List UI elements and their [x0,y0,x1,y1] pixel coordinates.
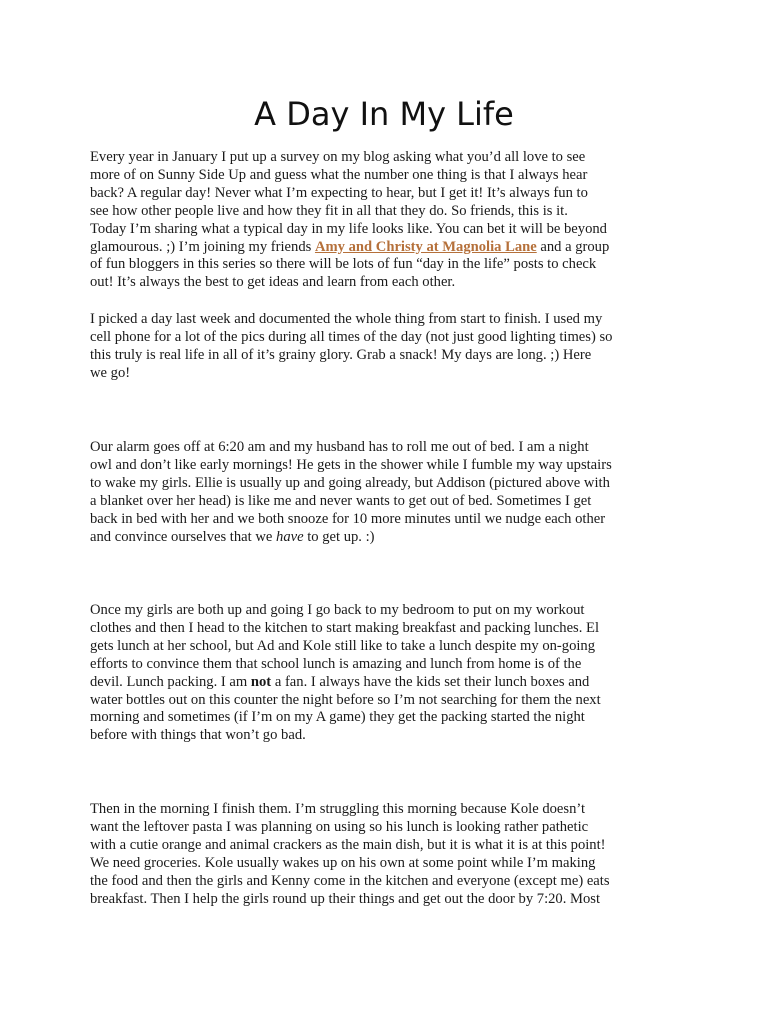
text-line: Every year in January I put up a survey on my blog asking what you’d all love to see [90,149,586,165]
text-line [90,529,682,547]
text-line: owl and don’t like early mornings! He gets in the shower while I fumble my way upstairs [90,456,612,473]
text-segment: devil. Lunch packing. I am [90,673,251,690]
text-line: see how other people live and how they fit in all that they do. So friends, this is it. [90,202,568,219]
magnolia-lane-link[interactable]: Amy and Christy at Magnolia Lane [314,238,537,255]
morning-paragraph [90,801,682,908]
text-line: more of on Sunny Side Up and guess what the number one thing is that I always hear [90,166,588,183]
alarm-paragraph [90,439,682,546]
text-line: breakfast. Then I help the girls round up their things and get out the door by 7:20. Most [90,890,601,907]
text-line: water bottles out on this counter the night before so I’m not searching for them the next [90,691,601,708]
lunch-paragraph [90,602,682,745]
text-line: We need groceries. Kole usually wakes up on his own at some point while I’m making [90,854,596,871]
text-line: with a cutie orange and animal crackers as the main dish, but it is what it is at this point! [90,836,606,853]
intro-paragraph [90,149,682,292]
text-segment: and convince ourselves that we [90,528,277,545]
text-line: a blanket over her head) is like me and never wants to get out of bed. Sometimes I get [90,492,592,509]
text-line: cell phone for a lot of the pics during all times of the day (not just good lighting times) so [90,328,613,345]
text-line: Today I’m sharing what a typical day in my life looks like. You can bet it will be beyond [90,220,607,237]
text-segment: to get up. :) [303,528,375,545]
bold-text: not [250,673,272,690]
text-line: Our alarm goes off at 6:20 am and my husband has to roll me out of bed. I am a night [90,439,589,455]
text-line: back in bed with her and we both snooze for 10 more minutes until we nudge each other [90,510,606,527]
page-title: A Day In My Life [254,95,514,133]
text-line: out! It’s always the best to get ideas and learn from each other. [90,274,456,291]
text-line: morning and sometimes (if I’m on my A game) they get the packing started the night [90,709,585,726]
text-line: I picked a day last week and documented the whole thing from start to finish. I used my [90,311,603,327]
text-line: before with things that won’t go bad. [90,727,306,744]
text-line [90,239,682,257]
text-line [90,674,682,692]
text-line: gets lunch at her school, but Ad and Kole still like to take a lunch despite my on-going [90,637,596,654]
text-line: Then in the morning I finish them. I’m struggling this morning because Kole doesn’t [90,801,586,817]
text-line: this truly is real life in all of it’s grainy glory. Grab a snack! My days are long. ;) Here [90,346,592,363]
text-line: back? A regular day! Never what I’m expecting to hear, but I get it! It’s always fun to [90,184,588,201]
picked-day-paragraph [90,311,682,383]
text-line: Once my girls are both up and going I go back to my bedroom to put on my workout [90,602,585,618]
text-line: of fun bloggers in this series so there will be lots of fun “day in the life” posts to check [90,256,597,273]
text-line: we go! [90,364,131,381]
text-segment: a fan. I always have the kids set their lunch boxes and [271,673,590,690]
text-line: the food and then the girls and Kenny come in the kitchen and everyone (except me) eats [90,872,610,889]
emphasis-text: have [276,528,304,545]
text-line: efforts to convince them that school lunch is amazing and lunch from home is of the [90,655,582,672]
text-line: want the leftover pasta I was planning on using so his lunch is looking rather pathetic [90,818,589,835]
text-segment: and a group [536,238,610,255]
text-segment: glamourous. ;) I’m joining my friends [90,238,315,255]
text-line: clothes and then I head to the kitchen to start making breakfast and packing lunches. El [90,619,599,636]
text-line: to wake my girls. Ellie is usually up and going already, but Addison (pictured above with [90,474,610,491]
